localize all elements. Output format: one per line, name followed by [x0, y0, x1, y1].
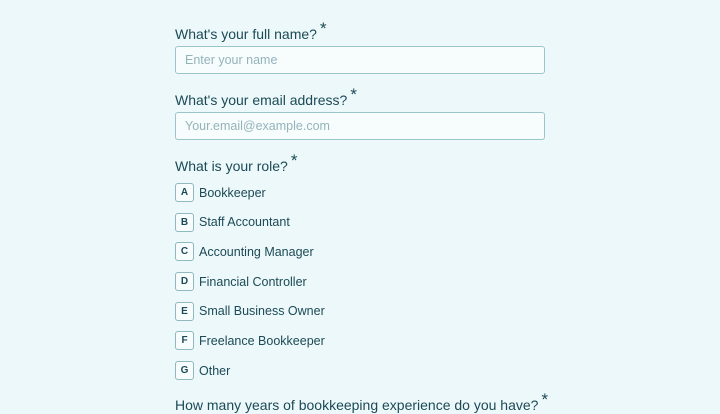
- option-key-badge: A: [175, 183, 194, 202]
- option-label: Small Business Owner: [199, 304, 325, 319]
- option-key-badge: C: [175, 242, 194, 261]
- option-label: Freelance Bookkeeper: [199, 333, 325, 348]
- email-question-label: [175, 85, 357, 109]
- option-key-badge: D: [175, 272, 194, 291]
- option-label: Bookkeeper: [199, 185, 266, 200]
- option-key-badge: G: [175, 361, 194, 380]
- option-label: Accounting Manager: [199, 244, 314, 259]
- role-option-other[interactable]: [175, 361, 325, 380]
- option-key-badge: E: [175, 302, 194, 321]
- role-option-staff-accountant[interactable]: [175, 213, 325, 232]
- role-option-small-business-owner[interactable]: [175, 302, 325, 321]
- role-question-label: [175, 151, 298, 175]
- name-required-mark: *: [319, 19, 327, 38]
- name-input[interactable]: [175, 46, 545, 74]
- role-option-freelance-bookkeeper[interactable]: [175, 331, 325, 350]
- option-label: Other: [199, 363, 231, 378]
- name-question-label: [175, 19, 327, 43]
- role-option-financial-controller[interactable]: [175, 272, 325, 291]
- option-label: Financial Controller: [199, 274, 307, 289]
- role-required-mark: *: [290, 151, 298, 170]
- option-key-badge: B: [175, 213, 194, 232]
- option-label: Staff Accountant: [199, 215, 290, 230]
- role-option-accounting-manager[interactable]: [175, 242, 325, 261]
- option-key-badge: F: [175, 331, 194, 350]
- name-question-text: What's your full name?: [175, 26, 317, 42]
- email-required-mark: *: [350, 85, 357, 104]
- role-options: [175, 183, 325, 391]
- role-question-text: What is your role?: [175, 158, 288, 174]
- email-input[interactable]: [175, 112, 545, 140]
- role-option-bookkeeper[interactable]: [175, 183, 325, 202]
- experience-required-mark: *: [541, 390, 549, 409]
- experience-question-label: [175, 390, 549, 414]
- email-question-text: What's your email address?: [175, 92, 348, 108]
- experience-question-text: How many years of bookkeeping experience do you have?: [175, 397, 539, 413]
